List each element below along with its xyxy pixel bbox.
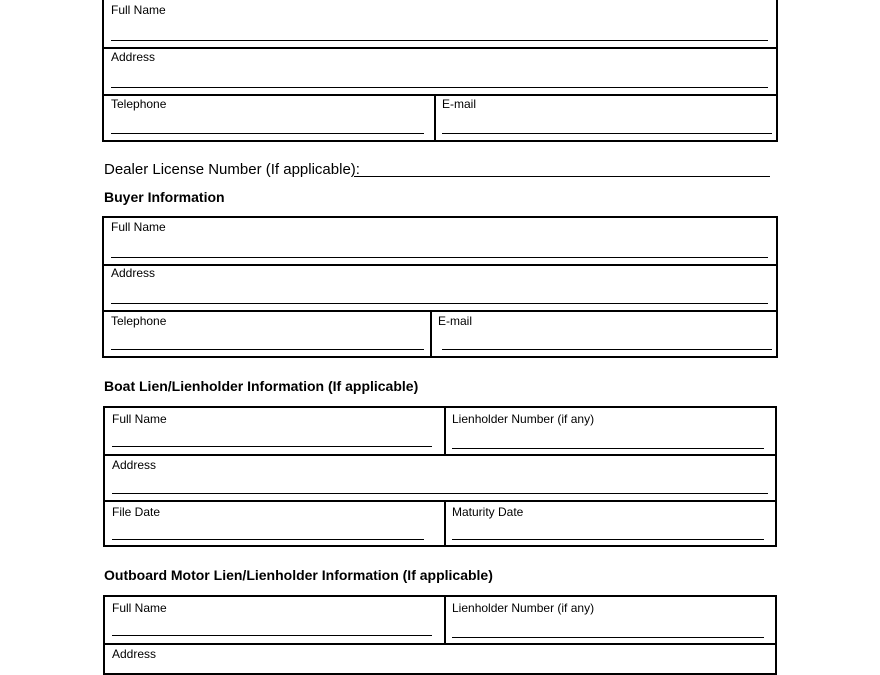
boat-lien-address-field[interactable] [112, 493, 768, 494]
divider [444, 597, 446, 643]
buyer-address-field[interactable] [111, 303, 768, 304]
motor-lien-box [103, 595, 777, 675]
boat-lien-box [103, 406, 777, 547]
motor-lien-address-label: Address [112, 647, 157, 661]
boat-lien-number-label: Lienholder Number (if any) [452, 412, 595, 426]
seller-email-label: E-mail [442, 97, 477, 111]
boat-lien-file-date-label: File Date [112, 505, 161, 519]
seller-email-field[interactable] [442, 133, 772, 134]
divider [430, 310, 432, 356]
motor-lien-full-name-field[interactable] [112, 635, 432, 636]
divider [105, 500, 775, 502]
boat-lien-full-name-label: Full Name [112, 412, 167, 426]
buyer-address-label: Address [111, 266, 156, 280]
motor-lien-number-label: Lienholder Number (if any) [452, 601, 595, 615]
buyer-full-name-label: Full Name [111, 220, 166, 234]
seller-full-name-field[interactable] [111, 40, 768, 41]
dealer-license-field[interactable] [354, 176, 770, 177]
buyer-email-field[interactable] [442, 349, 772, 350]
motor-lien-full-name-label: Full Name [112, 601, 167, 615]
seller-telephone-label: Telephone [111, 97, 167, 111]
divider [444, 408, 446, 454]
divider [104, 47, 776, 49]
buyer-full-name-field[interactable] [111, 257, 768, 258]
buyer-telephone-field[interactable] [111, 349, 424, 350]
buyer-info-heading: Buyer Information [104, 189, 225, 205]
seller-info-box [102, 0, 778, 142]
divider [104, 94, 776, 96]
boat-lien-file-date-field[interactable] [112, 539, 424, 540]
buyer-info-box [102, 216, 778, 358]
boat-lien-maturity-date-label: Maturity Date [452, 505, 524, 519]
buyer-email-label: E-mail [438, 314, 473, 328]
seller-full-name-label: Full Name [111, 3, 166, 17]
divider [104, 264, 776, 266]
boat-lien-number-field[interactable] [452, 448, 764, 449]
seller-address-label: Address [111, 50, 156, 64]
boat-lien-maturity-date-field[interactable] [452, 539, 764, 540]
divider [105, 454, 775, 456]
boat-lien-heading: Boat Lien/Lienholder Information (If applicable) [104, 378, 419, 394]
divider [105, 643, 775, 645]
seller-telephone-field[interactable] [111, 133, 424, 134]
divider [444, 500, 446, 545]
boat-lien-full-name-field[interactable] [112, 446, 432, 447]
boat-lien-address-label: Address [112, 458, 157, 472]
divider [434, 94, 436, 142]
divider [104, 310, 776, 312]
dealer-license-label: Dealer License Number (If applicable): [104, 161, 360, 178]
seller-address-field[interactable] [111, 87, 768, 88]
motor-lien-heading: Outboard Motor Lien/Lienholder Information (If applicable) [104, 567, 493, 583]
motor-lien-number-field[interactable] [452, 637, 764, 638]
buyer-telephone-label: Telephone [111, 314, 167, 328]
